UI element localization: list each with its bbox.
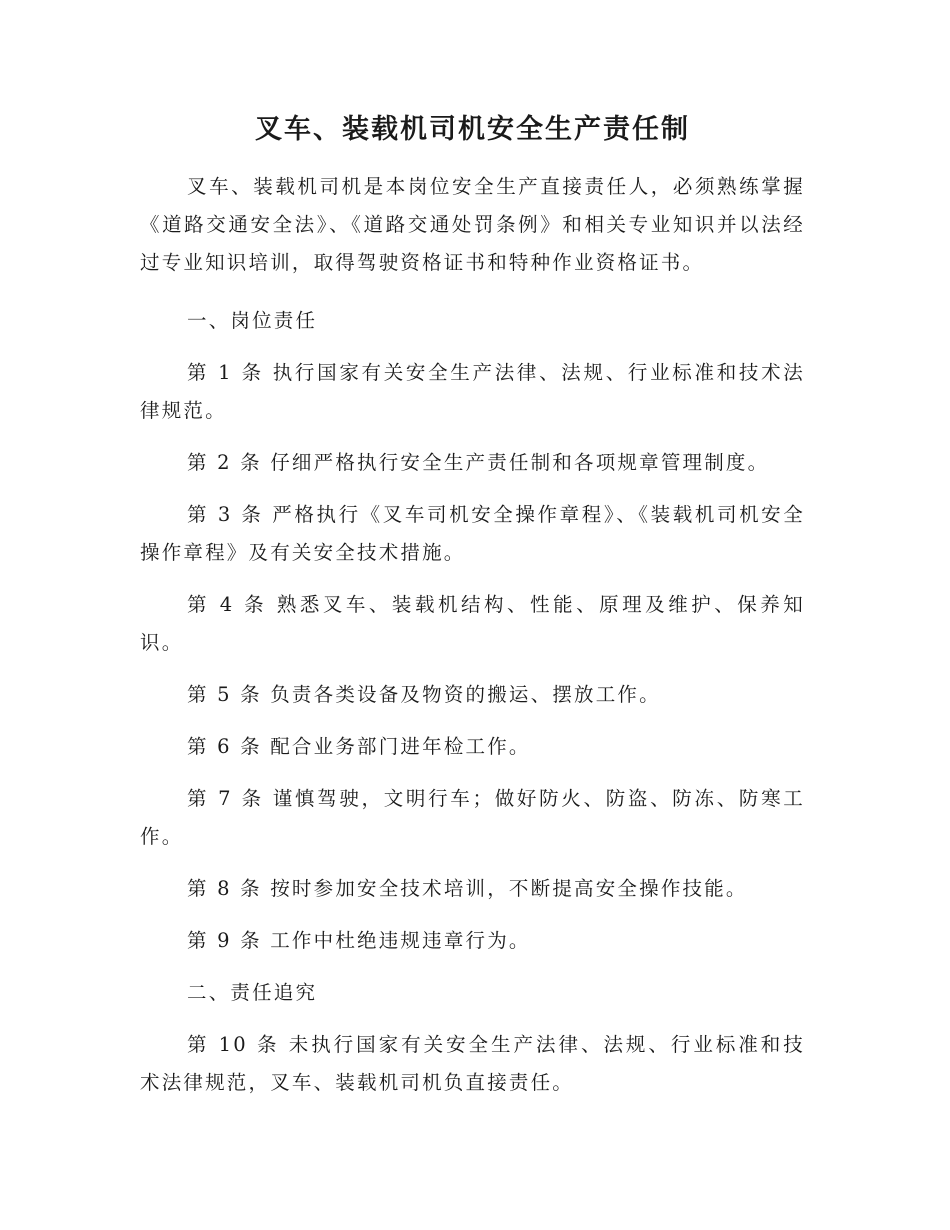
article-4 <box>140 586 805 662</box>
article-label: 第 8 条 <box>187 877 262 900</box>
section-heading-responsibilities: 一、岗位责任 <box>187 309 318 332</box>
section-heading-accountability: 二、责任追究 <box>187 981 318 1004</box>
article-label: 第 5 条 <box>187 683 262 706</box>
article-8 <box>140 870 805 908</box>
article-9 <box>140 922 805 960</box>
article-label: 第 4 条 <box>187 593 268 616</box>
article-label: 第 7 条 <box>187 787 264 810</box>
article-text: 未执行国家有关安全生产法律、法规、行业标准和技术法律规范，叉车、装载机司机负直接责任。 <box>140 1033 805 1094</box>
intro-paragraph: 叉车、装载机司机是本岗位安全生产直接责任人，必须熟练掌握《道路交通安全法》、《道路交通处罚条例》和相关专业知识并以法经过专业知识培训，取得驾驶资格证书和特种作业资格证书。 <box>140 175 805 274</box>
article-3 <box>140 496 805 572</box>
article-label: 第 6 条 <box>187 735 262 758</box>
article-label: 第 1 条 <box>187 361 264 384</box>
article-text: 配合业务部门进年检工作。 <box>270 735 531 758</box>
article-text: 按时参加安全技术培训，不断提高安全操作技能。 <box>270 877 748 900</box>
article-10 <box>140 1026 805 1102</box>
article-label: 第 2 条 <box>187 451 262 474</box>
article-text: 工作中杜绝违规违章行为。 <box>270 929 531 952</box>
article-label: 第 10 条 <box>187 1033 280 1056</box>
article-text: 谨慎驾驶，文明行车；做好防火、防盗、防冻、防寒工作。 <box>140 787 805 848</box>
article-7 <box>140 780 805 856</box>
article-text: 熟悉叉车、装载机结构、性能、原理及维护、保养知识。 <box>140 593 805 654</box>
article-2 <box>140 444 805 482</box>
article-label: 第 3 条 <box>187 503 264 526</box>
article-text: 负责各类设备及物资的搬运、摆放工作。 <box>270 683 661 706</box>
article-text: 仔细严格执行安全生产责任制和各项规章管理制度。 <box>270 451 770 474</box>
article-text: 严格执行《叉车司机安全操作章程》、《装载机司机安全操作章程》及有关安全技术措施。 <box>140 503 805 564</box>
document-title: 叉车、装载机司机安全生产责任制 <box>255 114 690 145</box>
article-text: 执行国家有关安全生产法律、法规、行业标准和技术法律规范。 <box>140 361 805 422</box>
article-label: 第 9 条 <box>187 929 262 952</box>
article-6 <box>140 728 805 766</box>
article-1 <box>140 354 805 430</box>
document-page <box>140 110 805 1116</box>
article-5 <box>140 676 805 714</box>
